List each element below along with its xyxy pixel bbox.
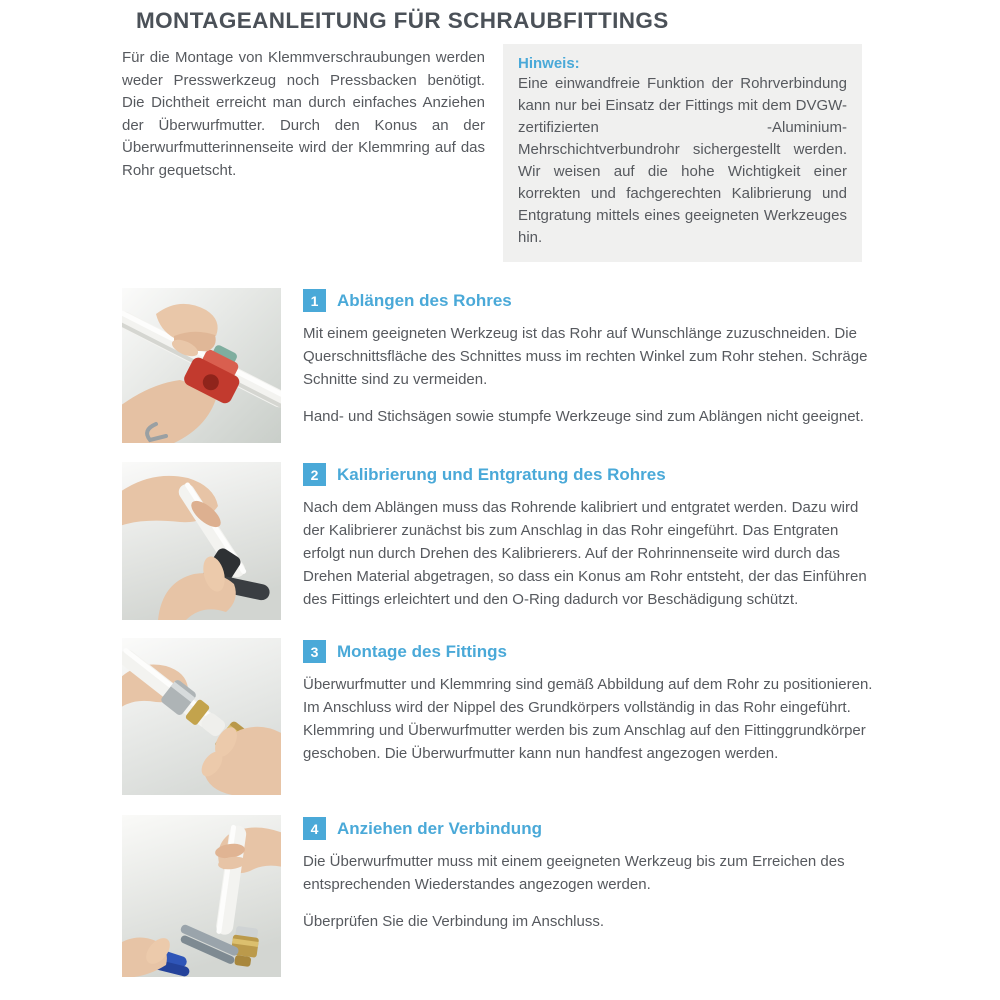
step-4-section: [303, 817, 880, 933]
step-4-header: [303, 817, 880, 840]
step-1-number-badge: 1: [303, 289, 326, 312]
step-1-title: Ablängen des Rohres: [337, 290, 512, 310]
step4-tightening-photo: [122, 815, 281, 977]
step-4-number-badge: 4: [303, 817, 326, 840]
step-3-section: [303, 640, 880, 765]
step-4-title: Anziehen der Verbindung: [337, 818, 542, 838]
page-title: MONTAGEANLEITUNG FÜR SCHRAUBFITTINGS: [136, 8, 669, 33]
intro-paragraph: Für die Montage von Klemmverschraubungen werden weder Presswerkzeug noch Pressbacken benötigt. Die Dichtheit erreicht man durch einfaches Anziehen der Überwurfmutter. Durch den Konus an der Überwurfmutterinnenseite wird der Klemmring auf das Rohr gequetscht.: [122, 49, 485, 179]
step2-calibration-photo: [122, 462, 281, 620]
step-1-paragraph-1: Mit einem geeigneten Werkzeug ist das Rohr auf Wunschlänge zuzuschneiden. Die Querschnittsfläche des Schnittes muss im rechten Winkel zum Rohr stehen. Schräge Schnitte sind zu vermeiden.: [303, 325, 868, 388]
step-2-header: [303, 463, 880, 486]
step-4-paragraph-1: Die Überwurfmutter muss mit einem geeigneten Werkzeug bis zum Erreichen des entsprechenden Wiederstandes angezogen werden.: [303, 853, 845, 893]
step-3-number-badge: 3: [303, 640, 326, 663]
step-4-paragraph-2: Überprüfen Sie die Verbindung im Anschluss.: [303, 913, 605, 930]
step-3-title: Montage des Fittings: [337, 641, 507, 661]
note-box: [503, 44, 862, 262]
step-1-section: [303, 289, 880, 428]
step-2-paragraph-1: Nach dem Ablängen muss das Rohrende kalibriert und entgratet werden. Dazu wird der Kalibrierer zunächst bis zum Anschlag in das Rohr eingeführt. Das Entgraten erfolgt nun durch Drehen des Kalibrierers. Auf der Rohrinnenseite wird durch das Drehen Material abgetragen, so dass ein Konus am Rohr entsteht, der das Einführen des Fittings erleichtert und den O-Ring dadurch vor Beschädigung schützt.: [303, 499, 867, 608]
step-1-paragraph-2: Hand- und Stichsägen sowie stumpfe Werkzeuge sind zum Ablängen nicht geeignet.: [303, 408, 864, 425]
step-1-header: [303, 289, 880, 312]
step-3-paragraph-1: Überwurfmutter und Klemmring sind gemäß Abbildung auf dem Rohr zu positionieren. Im Anschluss wird der Nippel des Grundkörpers vollständig in das Rohr eingeführt. Klemmring und Überwurfmutter werden bis zum Anschlag auf den Fittinggrundkörper geschoben. Die Überwurfmutter kann nun handfest angezogen werden.: [303, 676, 873, 762]
note-title: Hinweis:: [518, 55, 580, 72]
step-3-header: [303, 640, 880, 663]
step-2-section: [303, 463, 880, 611]
note-body: Eine einwandfreie Funktion der Rohrverbindung kann nur bei Einsatz der Fittings mit dem DVGW-zertifizierten -Aluminium-Mehrschichtverbundrohr sichergestellt werden. Wir weisen auf die hohe Wichtigkeit einer korrekten und fachgerechten Kalibrierung und Entgratung mittels eines geeigneten Werkzeuges hin.: [518, 75, 847, 246]
step-2-number-badge: 2: [303, 463, 326, 486]
step1-pipe-cutting-photo: [122, 288, 281, 443]
step-2-title: Kalibrierung und Entgratung des Rohres: [337, 464, 666, 484]
step3-fitting-assembly-photo: [122, 638, 281, 795]
